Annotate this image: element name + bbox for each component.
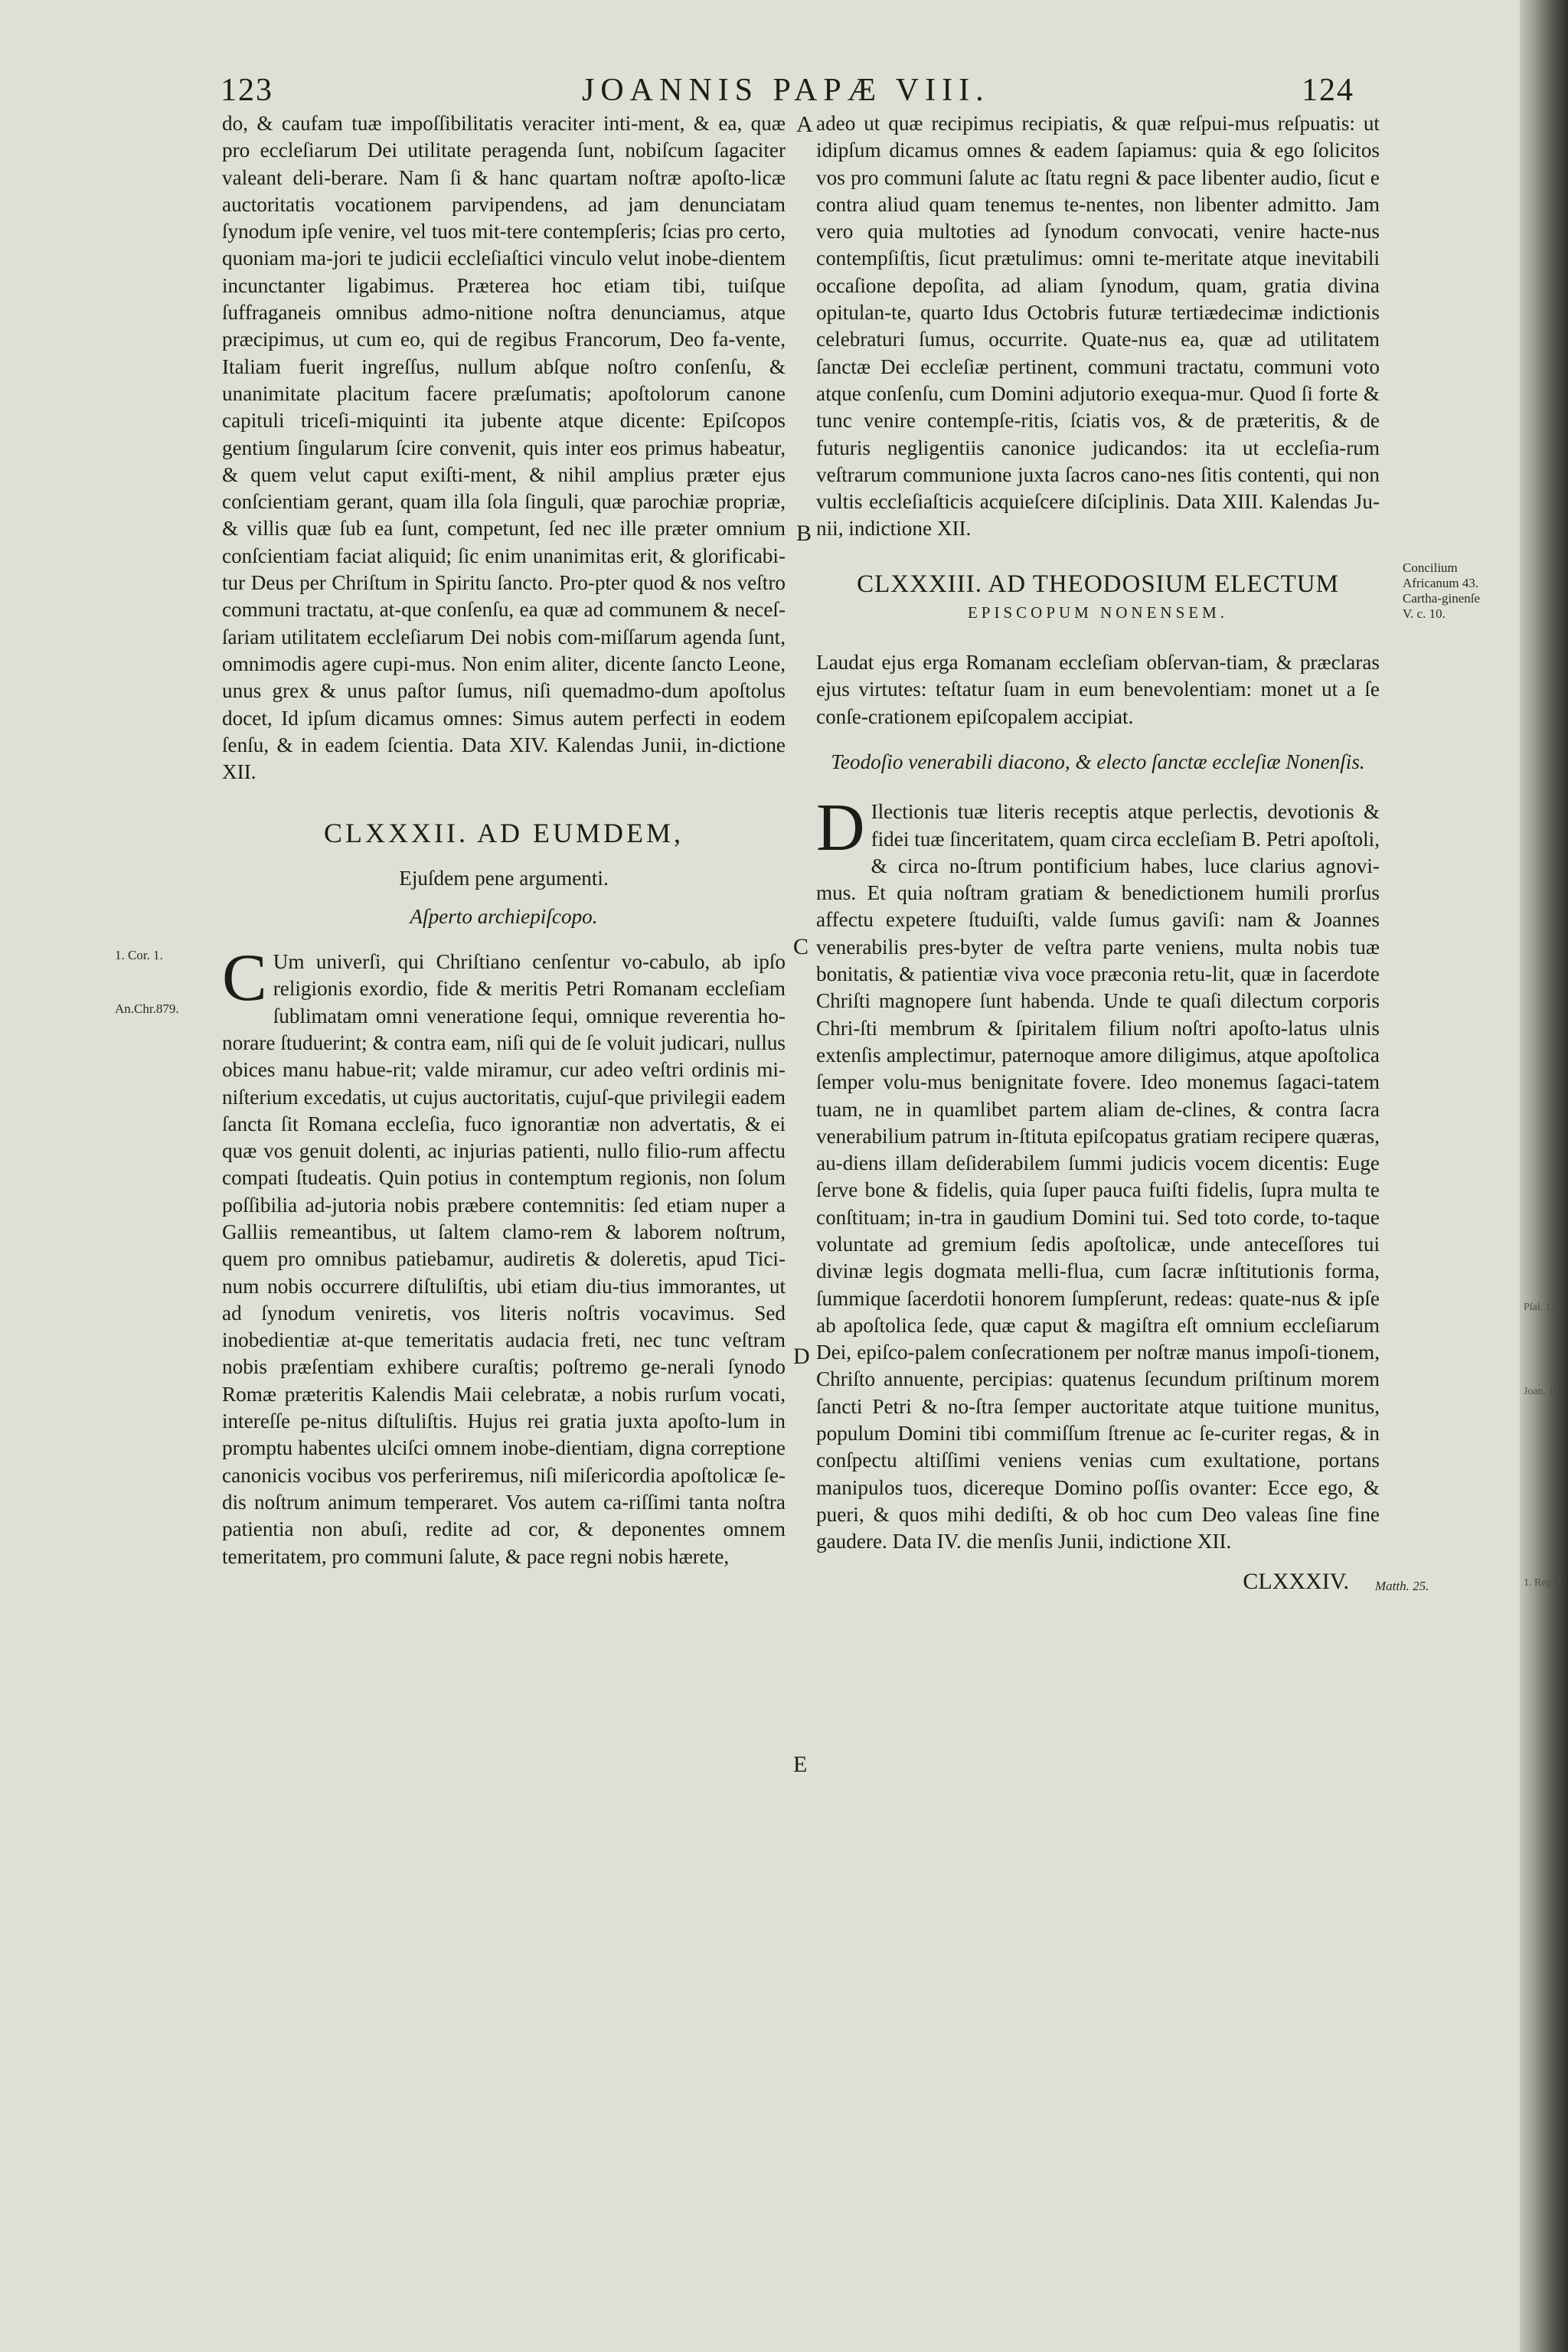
margin-note-cor: 1. Cor. 1. [115, 948, 163, 962]
margin-note-concilium: Concilium Africanum 43. Cartha-ginenſe V. c. 10. [1403, 560, 1481, 621]
drop-cap-c: C [222, 941, 267, 1016]
letter-182-body: Um univerſi, qui Chriſtiano cenſentur vo-cabulo, ab ipſo religionis exordio, fide & meritis Petri Romanam eccleſiam ſublimatam omni veneratione ſequi, omnique reverentia ho-norare ſtuduerint; & contra eam, niſi qui de ſe voluit judicari, nullus obices manu habue-rit; valde miramur, cur adeo veſtri ordinis mi-niſterium excedatis, ut cujus auctoritatis, cujuſ-que privilegii eadem ſancta ſit Romana eccleſia, fuco ignorantiæ non advertatis, & ei quæ vos genuit dolenti, ac injurias patienti, nullo filio-rum affectu compati ſtudeatis. Quin potius in contemptum regionis, non ſolum poſſibilia ad-jutoria nobis præbere contemnitis: ſed etiam nuper a Galliis remeantibus, ut ſaltem clamo-rem & laborem noſtrum, quem pro omnibus patiebamur, audiretis & doleretis, apud Tici-num nobis occurrere diſtuliſtis, ubi etiam diu-tius immorantes, ut ad ſynodum veniretis, vos literis noſtris vocavimus. Sed inobedientiæ at-que temeritatis audacia freti, nec tunc veſtram nobis præſentiam exhibere curaſtis; poſtremo ge-nerali ſynodo Romæ præteritis Kalendis Maii celebratæ, a nobis rurſum vocati, intereſſe pe-nitus diſtuliſtis. Hujus rei gratia juxta apoſto-lum in promptu habentes ulciſci omnem inobe-dientiam, digna correptione canonicis vocibus vos perferiremus, niſi miſericordia apoſtolicæ ſe-dis noſtrum animum temperaret. Vos autem ca-riſſimi tanta noſtra patientia non abuſi, redite ad cor, & deponentes omnem temeritatem, pro communi ſalute, & pace regni nobis hærete, [222, 950, 786, 1568]
letter-182-argument: Ejuſdem pene argumenti. [399, 867, 609, 890]
letter-182-title: CLXXXII. AD EUMDEM, [324, 818, 684, 849]
letter-183-paragraph [816, 791, 1380, 1555]
letter-182-addressee: Aſperto archiepiſcopo. [410, 904, 598, 928]
right-page-number: 124 [1302, 73, 1354, 108]
running-title: JOANNIS PAPÆ VIII. [582, 73, 990, 108]
left-column [222, 110, 786, 1570]
letter-183-addressee: Teodoſio venerabili diacono, & electo ſanctæ eccleſiæ Nonenſis. [831, 750, 1365, 773]
edge-note-psal: Pſal. 111. [1524, 1302, 1564, 1313]
letter-182-paragraph [222, 941, 786, 1570]
section-letter-d: D [793, 1344, 810, 1369]
margin-note-year: An.Chr.879. [115, 1001, 179, 1016]
margin-note-matth: Matth. 25. [1375, 1579, 1429, 1593]
edge-note-joan: Joan. 14. [1524, 1386, 1563, 1397]
edge-note-reg: 1. Reg. 1. [1524, 1577, 1566, 1589]
catchword: CLXXXIV. [1243, 1568, 1349, 1594]
section-letter-b: B [796, 521, 812, 546]
section-letter-e: E [793, 1752, 808, 1777]
left-continuation-text: do, & caufam tuæ impoſſibilitatis veraciter inti-ment, & ea, quæ pro eccleſiarum Dei utilitate peragenda ſunt, nobiſcum ſagaciter valeant deli-berare. Nam ſi & hanc quartam noſtræ apoſto-licæ auctoritatis vocationem parvipendens, ad jam denunciatam ſynodum ipſe venire, vel tuos mit-tere contempſeris; ſcias pro certo, quoniam ma-jori te judicii eccleſiaſtici vinculo velut inobe-dientem incunctanter ligabimus. Præterea hoc etiam tibi, tuiſque ſuffraganeis omnibus admo-nitione noſtra denunciamus, atque præcipimus, ut cum eo, qui de regibus Francorum, Deo fa-vente, Italiam fuerit ingreſſus, nullum abſque noſtro conſenſu, & unanimitate placitum facere præſumatis; apoſtolorum canone capituli triceſi-miquinti ita jubente atque dicente: Epiſcopos gentium ſingularum ſcire convenit, quis inter eos primus habeatur, & quem velut caput exiſti-ment, & nihil amplius præter ejus conſcientiam gerant, quam illa ſola ſinguli, quæ parochiæ propriæ, & villis quæ ſub ea ſunt, competunt, ſed nec ille præter omnium conſcientiam faciat aliquid; ſic enim unanimitas erit, & glorificabi-tur Deus per Chriſtum in Spiritu ſancto. Pro-pter quod & nos veſtro communi tractatu, at-que conſenſu, ea quæ ad communem & neceſ-ſariam utilitatem eccleſiarum Dei nobis com-miſſarum agenda ſunt, omnimodis agere cupi-mus. Non enim aliter, dicente ſancto Leone, unus grex & unus paſtor ſumus, niſi quemadmo-dum apoſtolus docet, Id ipſum dicamus omnes: Simus autem perfecti in eodem ſenſu, & in eadem ſcientia. Data XIV. Kalendas Junii, in-dictione XII. [222, 112, 786, 784]
letter-183-body: Ilectionis tuæ literis receptis atque perlectis, devotionis & fidei tuæ ſinceritatem, quam circa eccleſiam B. Petri apoſtoli, & circa no-ſtrum pontificium habes, luce clarius agnovi-mus. Et quia noſtram gratiam & benedictionem humili prorſus affectu expetere ſtuduiſti, valde ſumus gaviſi: nam & Joannes venerabilis pres-byter de veſtra parte veniens, multa nobis tuæ bonitatis, & patientiæ viva voce præconia retu-lit, quæ in ſacerdote Chriſti magnopere ſunt habenda. Unde te quaſi dilectum corporis Chri-ſti membrum & ſpiritalem filium noſtri apoſto-latus ulnis extenſis amplectimur, paternoque amore diligimus, atque apoſtolica ſemper volu-mus benignitate fovere. Ideo monemus ſagaci-tatem tuam, ne in quamlibet partem aliam de-clines, & contra ſacra venerabilium patrum in-ſtituta epiſcopatus gratiam recipere quæras, au-diens illam deſiderabilem ſummi judicis vocem dicentis: Euge ſerve bone & fidelis, quia ſuper pauca fuiſti fidelis, ſupra multa te conſtituam; in-tra in gaudium Domini tui. Sed toto corde, to-taque voluntate ad gremium ſedis apoſtolicæ, unde anteceſſores tui divinæ legis dogmata melli-flua, cum ſacræ inſtitutionis forma, ſummique ſacerdotii honorem ſumpſerunt, redeas: quate-nus & ipſe ab apoſtolica ſede, quæ caput & magiſtra eſt omnium eccleſiarum Dei, epiſco-palem conſecrationem per noſtræ manus impoſi-tionem, Chriſto annuente, percipias: quatenus ſecundum priſtinum morem ſancti Petri & no-ſtra ſemper auctoritate atque tuitione munitus, populum Domini tibi commiſſum ſtrenue ac ſe-curiter regas, & in conſpectu altiſſimi veniens venias cum exultatione, portans manipulos tuos, dicereque Domino poſſis ovanter: Ecce ego, & pueri, & quos mihi dediſti, & ob hoc cum Deo valeas ſine fine gaudere. Data IV. die menſis Junii, indictione XII. [816, 800, 1380, 1553]
letter-183-subtitle: EPISCOPUM NONENSEM. [967, 603, 1229, 622]
section-letter-c: C [793, 934, 809, 959]
letter-183-summary: Laudat ejus erga Romanam eccleſiam obſervan-tiam, & præclaras ejus virtutes: teſtatur ſuam in eum benevolentiam: monet ut a ſe conſe-crationem epiſcopalem accipiat. [816, 651, 1380, 728]
section-letter-a: A [796, 112, 813, 137]
right-column [816, 110, 1380, 1595]
letter-183-title: CLXXXIII. AD THEODOSIUM ELECTUM [857, 570, 1339, 598]
left-page-number: 123 [220, 73, 273, 108]
book-binding-edge [1520, 0, 1568, 2352]
right-continuation-text: adeo ut quæ recipimus recipiatis, & quæ reſpui-mus reſpuatis: ut idipſum dicamus omnes & eadem ſapiamus: quia & ego ſolicitos vos pro communi ſalute ac ſtatu regni & pace libenter audio, ſicut e contra aliud quam tenemus te-nentes, non libenter admitto. Jam vero quia multoties ad ſynodum convocati, venire hacte-nus contempſiſtis, ſicut prætulimus: omni te-meritate atque inevitabili occaſione depoſita, ad aliam ſynodum, quam, gratia divina opitulan-te, quarto Idus Octobris futuræ tertiædecimæ indictionis celebraturi ſumus, occurrite. Quate-nus ea, quæ ad utilitatem ſanctæ Dei eccleſiæ pertinent, communi tractatu, communi voto atque conſenſu, cum Domini adjutorio exequa-mur. Quod ſi forte & tunc venire contempſe-ritis, ſciatis vos, & de præteritis, & de futuris negligentiis canonice judicandos: ita ut eccleſia-rum veſtrarum communione juxta ſacros cano-nes ſitis contenti, qui non vultis eccleſiaſticis acquieſcere diſciplinis. Data XIII. Kalendas Ju-nii, indictione XII. [816, 112, 1380, 541]
drop-cap-d: D [816, 791, 865, 866]
